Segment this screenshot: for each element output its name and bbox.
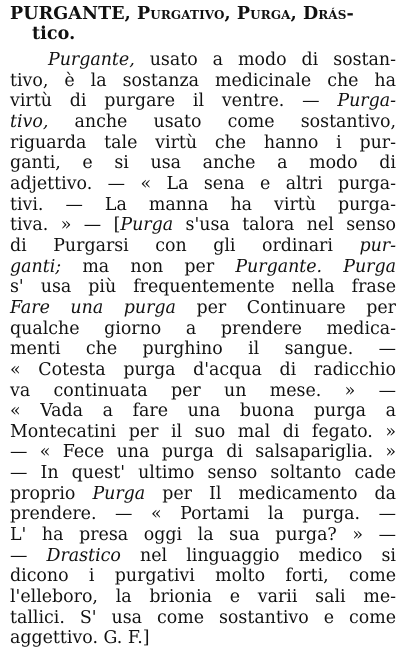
entry-line bbox=[10, 319, 396, 340]
line-text: ganti, e si usa anche a modo di bbox=[10, 153, 396, 174]
entry-line bbox=[10, 504, 396, 525]
entry-line bbox=[10, 195, 396, 216]
line-text: Montecatini per il suo mal di fegato. » bbox=[10, 421, 396, 442]
entry-line bbox=[10, 442, 396, 463]
headword-variants: Purgativo, Purga, Drás- bbox=[130, 4, 354, 24]
line-text: prendere. — « Portami la purga. — bbox=[10, 504, 396, 525]
line-text: usato a modo di sostan- bbox=[134, 50, 396, 70]
italic-term: Drastico bbox=[46, 545, 121, 566]
italic-term: Purga- bbox=[337, 91, 396, 112]
line-text: nel linguaggio medico si bbox=[120, 545, 396, 566]
line-text: anche usato come sostantivo, bbox=[48, 111, 396, 132]
line-text: l'elleboro, la brionia e varii sali me- bbox=[10, 587, 396, 608]
entry-line bbox=[10, 298, 396, 319]
line-text: tivi. — La manna ha virtù purga- bbox=[10, 194, 396, 215]
headword-line-1 bbox=[10, 4, 354, 24]
entry-line bbox=[10, 608, 396, 629]
entry-line bbox=[10, 360, 396, 381]
entry-line bbox=[10, 174, 396, 195]
line-text: va continuata per un mese. » — bbox=[10, 380, 396, 401]
entry-line bbox=[10, 381, 396, 402]
line-text: per Continuare per bbox=[175, 297, 396, 318]
entry-line bbox=[10, 587, 396, 608]
line-text: L' ha presa oggi la sua purga? » — bbox=[10, 525, 396, 546]
entry-line bbox=[10, 50, 396, 71]
line-text: per Il medicamento da bbox=[145, 483, 397, 504]
line-text: s' usa più frequentemente nella frase bbox=[10, 277, 396, 298]
line-text: « Cotesta purga d'acqua di radicchio bbox=[10, 359, 396, 380]
entry-line bbox=[10, 401, 396, 422]
entry-line bbox=[10, 422, 396, 443]
italic-term: pur- bbox=[359, 235, 396, 256]
entry-line bbox=[10, 236, 396, 257]
entry-line bbox=[10, 133, 396, 154]
line-text: tiva. » — [ bbox=[10, 215, 121, 236]
entry-line bbox=[10, 91, 396, 112]
line-text: tallici. S' usa come sostantivo e come bbox=[10, 607, 396, 628]
entry-line bbox=[10, 546, 396, 567]
line-text: proprio bbox=[10, 483, 93, 504]
headword-line-2: tico. bbox=[32, 24, 76, 44]
line-text: qualche giorno a prendere medica- bbox=[10, 318, 396, 339]
entry-line bbox=[10, 257, 396, 278]
line-text: di Purgarsi con gli ordinari bbox=[10, 235, 360, 256]
line-text: ma non per bbox=[61, 256, 236, 277]
italic-term: Fare una purga bbox=[10, 297, 176, 318]
line-text: virtù di purgare il ventre. — bbox=[10, 91, 338, 112]
entry-line bbox=[10, 71, 396, 92]
entry-body bbox=[10, 50, 398, 649]
line-text: tivo, è la sostanza medicinale che ha bbox=[10, 70, 396, 91]
entry-line bbox=[10, 277, 396, 298]
italic-term: Purga bbox=[120, 215, 174, 236]
headword-main: PURGANTE, bbox=[10, 4, 131, 24]
entry-line bbox=[10, 525, 396, 546]
entry-line bbox=[10, 215, 396, 236]
line-text: adjettivo. — « La sena e altri purga- bbox=[10, 173, 396, 194]
entry-line bbox=[10, 484, 396, 505]
italic-term: Purgante. Purga bbox=[235, 256, 396, 277]
entry-line bbox=[10, 628, 396, 649]
entry-line bbox=[10, 339, 396, 360]
line-text: — bbox=[10, 545, 47, 566]
entry-line bbox=[10, 463, 396, 484]
entry-line bbox=[10, 566, 396, 587]
italic-term: Purga bbox=[92, 483, 146, 504]
italic-term: tivo, bbox=[10, 111, 49, 132]
entry-line bbox=[10, 112, 396, 133]
entry-headword bbox=[10, 4, 398, 44]
entry-line bbox=[10, 153, 396, 174]
italic-term: Purgante, bbox=[48, 50, 135, 70]
line-text: — In quest' ultimo senso soltanto cade bbox=[10, 463, 396, 484]
line-text: riguarda tale virtù che hanno i pur- bbox=[10, 132, 396, 153]
line-text: menti che purghino il sangue. — bbox=[10, 339, 396, 360]
italic-term: ganti; bbox=[10, 256, 62, 277]
line-text: s'usa talora nel senso bbox=[173, 215, 397, 236]
line-text: aggettivo. G. F.] bbox=[10, 628, 150, 649]
line-text: « Vada a fare una buona purga a bbox=[10, 401, 396, 422]
line-text: dicono i purgativi molto forti, come bbox=[10, 566, 396, 587]
line-text: — « Fece una purga di salsapariglia. » bbox=[10, 442, 396, 463]
